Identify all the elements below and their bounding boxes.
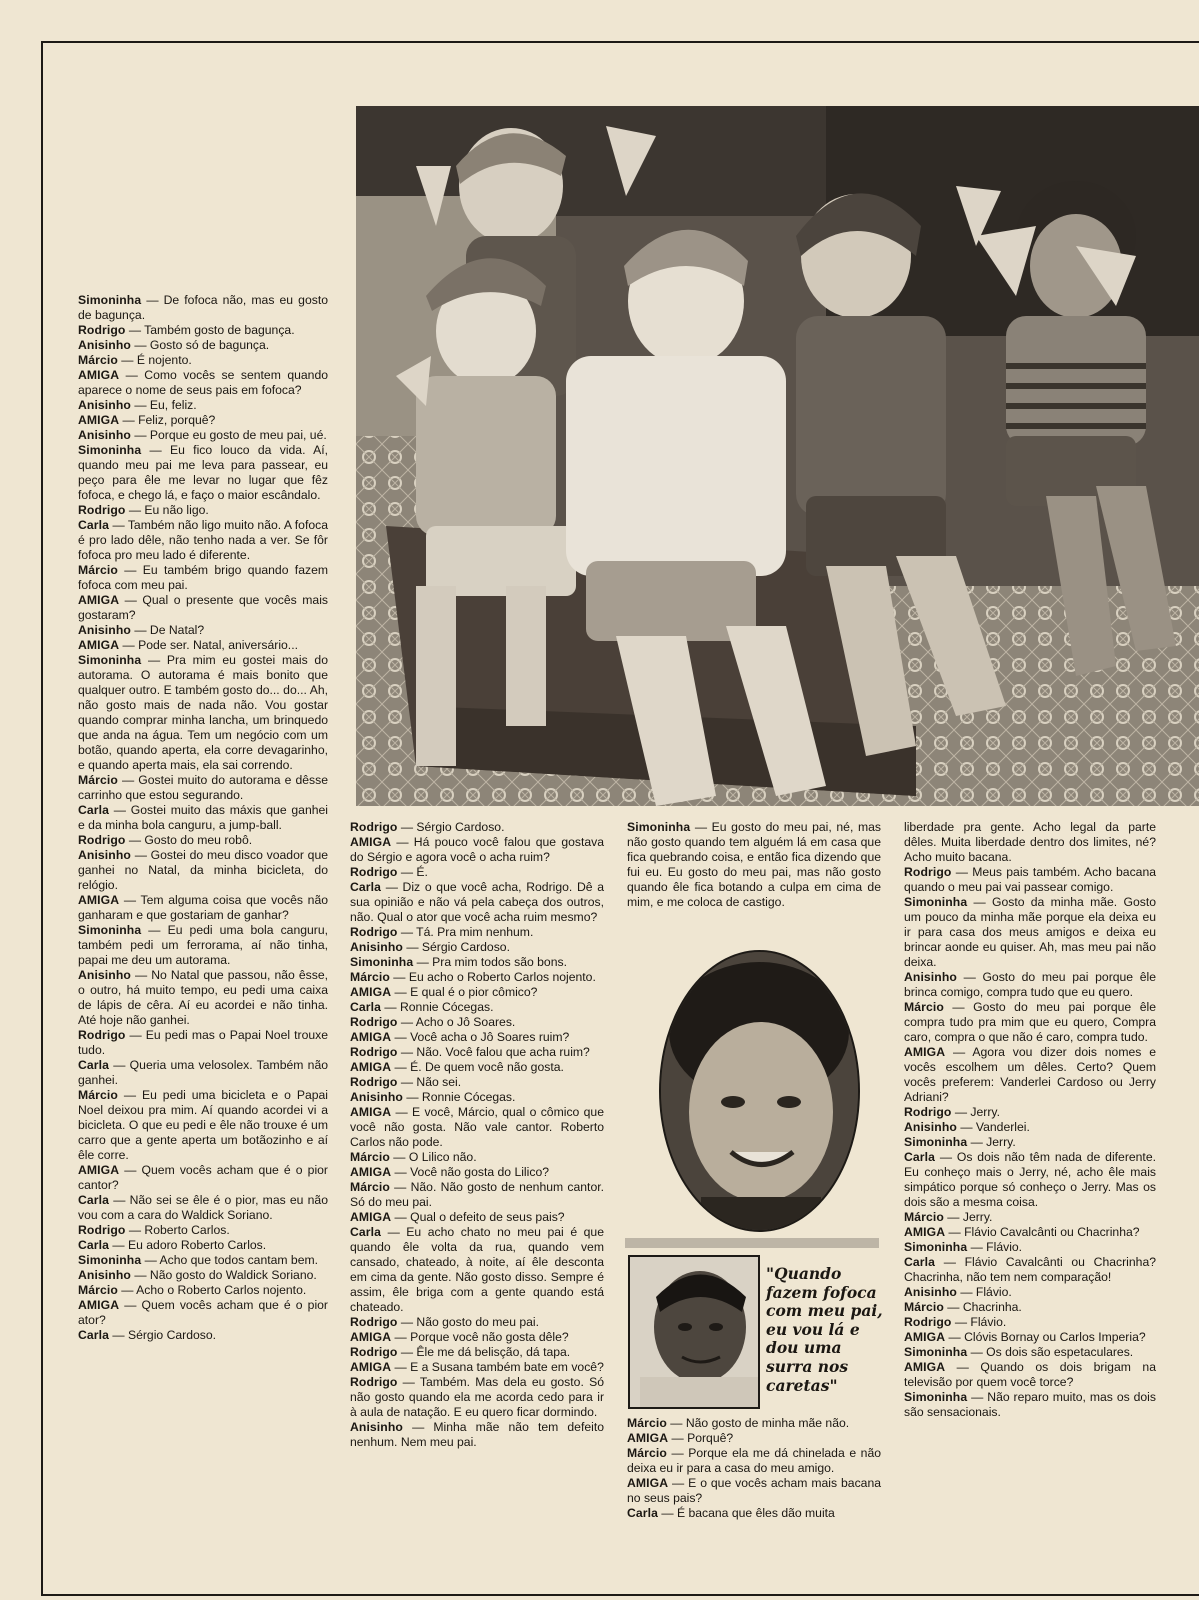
speech-text: — Pra mim eu gostei mais do autorama. O autorama é mais bonito que qualquer outro. E também gosto do... do... Ah, não gosto mais de nada não. Vou gostar quando comprar minha lancha, um brinquedo que anda na água. Tem um negócio com um botão, quando aperta, ela corre devagarinho, e quando aperta mais, ela sai correndo. xyxy=(78,653,328,772)
speech-text: — Eu fico louco da vida. Aí, quando meu pai me leva para passear, eu peço para êle me levar no lugar que fêz fofoca, e chego lá, e faço o maior escândalo. xyxy=(78,443,328,502)
dialogue-line xyxy=(627,820,881,910)
speech-text: — É nojento. xyxy=(121,353,192,367)
dialogue-line xyxy=(78,1058,328,1088)
speech-text: — Os dois são espetaculares. xyxy=(970,1345,1134,1359)
speaker-name: AMIGA xyxy=(350,1105,392,1119)
speech-text: — Gostei do meu disco voador que ganhei no Natal, da minha bicicleta, do relógio. xyxy=(78,848,328,892)
speaker-name: Márcio xyxy=(350,1150,390,1164)
column-2-dialogue xyxy=(350,820,604,1450)
speaker-name: Anisinho xyxy=(78,398,131,412)
speech-text: — Gosto do meu robô. xyxy=(128,833,253,847)
speaker-name: Anisinho xyxy=(904,970,957,984)
dialogue-line xyxy=(78,1193,328,1223)
speech-text: — É. De quem você não gosta. xyxy=(394,1060,564,1074)
speech-text: — Eu acho chato no meu pai é que quando êle volta da rua, quando vem cansado, chateado, à noite, aí êle desconta em cima da gente. Não gosto disso. Sempre é assim, êle briga com a gente quando está chateado. xyxy=(350,1225,604,1314)
dialogue-line xyxy=(350,820,604,835)
speaker-name: Carla xyxy=(78,803,109,817)
dialogue-line xyxy=(350,835,604,865)
speaker-name: Carla xyxy=(78,1193,109,1207)
speaker-name: Anisinho xyxy=(350,1090,403,1104)
dialogue-line xyxy=(904,1300,1156,1315)
speaker-name: Carla xyxy=(350,880,381,894)
column-3-top-dialogue xyxy=(627,820,881,910)
dialogue-line xyxy=(350,940,604,955)
dialogue-line xyxy=(78,638,328,653)
speaker-name: AMIGA xyxy=(350,1165,392,1179)
speech-text: — Não gosto do Waldick Soriano. xyxy=(134,1268,317,1282)
speech-text: — Flávio Cavalcânti ou Chacrinha? Chacrinha, não tem nem comparação! xyxy=(904,1255,1156,1284)
speaker-name: AMIGA xyxy=(78,593,120,607)
dialogue-line xyxy=(350,1015,604,1030)
speech-text: — Acho o Jô Soares. xyxy=(400,1015,516,1029)
dialogue-line xyxy=(78,503,328,518)
speaker-name: Márcio xyxy=(904,1000,944,1014)
speaker-name: Márcio xyxy=(78,563,118,577)
speaker-name: Rodrigo xyxy=(78,323,126,337)
speech-text: — Eu pedi uma bicicleta e o Papai Noel deixou pra mim. Aí quando acordei vi a bicicleta. O que eu pedi e êle não trouxe é um carro que a gente aperta um botãozinho e aí êle corre. xyxy=(78,1088,328,1162)
dialogue-line xyxy=(904,1240,1156,1255)
dialogue-line xyxy=(350,985,604,1000)
speaker-name: AMIGA xyxy=(78,368,120,382)
speaker-name: Simoninha xyxy=(627,820,691,834)
dialogue-line xyxy=(350,880,604,925)
dialogue-line xyxy=(78,1298,328,1328)
speaker-name: AMIGA xyxy=(78,1163,120,1177)
speaker-name: Simoninha xyxy=(904,1345,968,1359)
speaker-name: AMIGA xyxy=(350,1060,392,1074)
speaker-name: AMIGA xyxy=(78,893,120,907)
speaker-name: Simoninha xyxy=(904,1135,968,1149)
speech-text: — Tem alguma coisa que vocês não ganharam e que gostariam de ganhar? xyxy=(78,893,328,922)
speaker-name: Rodrigo xyxy=(350,820,398,834)
dialogue-line xyxy=(78,563,328,593)
dialogue-line xyxy=(904,1135,1156,1150)
speaker-name: AMIGA xyxy=(78,638,120,652)
dialogue-line xyxy=(350,1345,604,1360)
dialogue-line xyxy=(627,1416,881,1431)
dialogue-line xyxy=(78,1328,328,1343)
pull-quote: "Quando fazem fofoca com meu pai, eu vou lá e dou uma surra nos caretas" xyxy=(766,1264,883,1395)
speaker-name: AMIGA xyxy=(350,1330,392,1344)
speech-text: — Não. Não gosto de nenhum cantor. Só do meu pai. xyxy=(350,1180,604,1209)
speech-text: — Gostei muito das máxis que ganhei e da minha bola canguru, a jump-ball. xyxy=(78,803,328,832)
dialogue-line xyxy=(78,398,328,413)
speaker-name: Rodrigo xyxy=(350,1045,398,1059)
speaker-name: Simoninha xyxy=(350,955,414,969)
speaker-name: AMIGA xyxy=(350,985,392,999)
speaker-name: Carla xyxy=(78,1238,109,1252)
dialogue-line xyxy=(904,970,1156,1000)
speech-text: — Porque você não gosta dêle? xyxy=(394,1330,569,1344)
text-column-2 xyxy=(350,820,604,1450)
section-divider xyxy=(625,1238,879,1248)
dialogue-line xyxy=(904,895,1156,970)
dialogue-line xyxy=(904,1330,1156,1345)
dialogue-line xyxy=(350,955,604,970)
column-1-dialogue xyxy=(78,293,328,1343)
father-inset-photo xyxy=(628,1255,760,1409)
speaker-name: Carla xyxy=(78,518,109,532)
text-column-1 xyxy=(78,293,328,1343)
dialogue-line xyxy=(350,1375,604,1420)
speaker-name: AMIGA xyxy=(350,1030,392,1044)
dialogue-line xyxy=(627,1476,881,1506)
dialogue-line xyxy=(627,1506,881,1521)
speech-text: — Não sei. xyxy=(400,1075,462,1089)
speaker-name: Simoninha xyxy=(78,293,142,307)
speech-text: — Porque ela me dá chinelada e não deixa eu ir para a casa do meu amigo. xyxy=(627,1446,881,1475)
speech-text: — Jerry. xyxy=(954,1105,1000,1119)
speaker-name: Rodrigo xyxy=(904,1315,952,1329)
speaker-name: AMIGA xyxy=(904,1225,946,1239)
dialogue-line xyxy=(78,428,328,443)
speaker-name: Carla xyxy=(78,1058,109,1072)
speech-text: — Você acha o Jô Soares ruim? xyxy=(394,1030,570,1044)
speech-text: — Qual o presente que vocês mais gostaram? xyxy=(78,593,328,622)
dialogue-line xyxy=(627,1431,881,1446)
speaker-name: Simoninha xyxy=(904,1390,968,1404)
speaker-name: Carla xyxy=(904,1255,935,1269)
speech-text: — De fofoca não, mas eu gosto de bagunça. xyxy=(78,293,328,322)
speech-text: — Eu não ligo. xyxy=(128,503,209,517)
dialogue-line xyxy=(904,1000,1156,1045)
speaker-name: Carla xyxy=(350,1225,381,1239)
speaker-name: Márcio xyxy=(627,1446,667,1460)
dialogue-line xyxy=(78,443,328,503)
dialogue-line xyxy=(904,1120,1156,1135)
speaker-name: Anisinho xyxy=(904,1120,957,1134)
dialogue-line xyxy=(350,1225,604,1315)
dialogue-line xyxy=(350,1420,604,1450)
dialogue-line xyxy=(78,653,328,773)
dialogue-line xyxy=(78,623,328,638)
speaker-name: AMIGA xyxy=(350,835,392,849)
speech-text: — E você, Márcio, qual o cômico que você não gosta. Não vale cantor. Roberto Carlos não pode. xyxy=(350,1105,604,1149)
speaker-name: Rodrigo xyxy=(78,833,126,847)
speech-text: — Gosto da minha mãe. Gosto um pouco da minha mãe porque ela deixa eu ir para casa dos meus amigos e deixa eu brincar aonde eu quiser. Ah, mas meu pai não deixa. xyxy=(904,895,1156,969)
speaker-name: Rodrigo xyxy=(78,1223,126,1237)
speech-text: — Flávio. xyxy=(960,1285,1012,1299)
speech-text: — Gosto só de bagunça. xyxy=(134,338,270,352)
dialogue-line xyxy=(627,1446,881,1476)
speech-text: — Eu gosto do meu pai, né, mas não gosto quando tem alguém lá em casa que fica quebrando coisa, e então fica dizendo que fui eu. Eu gosto do meu pai, mas não gosto quando êle fica botando a culpa em cima de mim, e me coloca de castigo. xyxy=(627,820,881,909)
speaker-name: Anisinho xyxy=(904,1285,957,1299)
speech-text: — Sérgio Cardoso. xyxy=(112,1328,217,1342)
speaker-name: Anisinho xyxy=(78,428,131,442)
dialogue-line xyxy=(350,1315,604,1330)
dialogue-line xyxy=(904,820,1156,865)
dialogue-line xyxy=(78,923,328,968)
speaker-name: Rodrigo xyxy=(350,1015,398,1029)
dialogue-line xyxy=(350,1045,604,1060)
speaker-name: Anisinho xyxy=(78,968,131,982)
speaker-name: Carla xyxy=(904,1150,935,1164)
dialogue-line xyxy=(78,893,328,923)
speech-text: — Porquê? xyxy=(671,1431,734,1445)
speaker-name: Márcio xyxy=(627,1416,667,1430)
dialogue-line xyxy=(350,1030,604,1045)
dialogue-line xyxy=(78,323,328,338)
dialogue-line xyxy=(78,833,328,848)
speech-text: — Há pouco você falou que gostava do Sérgio e agora você o acha ruim? xyxy=(350,835,604,864)
speaker-name: AMIGA xyxy=(350,1210,392,1224)
speech-text: — Flávio. xyxy=(970,1240,1023,1254)
speech-text: — O Lilico não. xyxy=(393,1150,477,1164)
column-4-dialogue xyxy=(904,820,1156,1420)
speech-text: — Flávio. xyxy=(954,1315,1007,1329)
speech-text: — Não. Você falou que acha ruim? xyxy=(400,1045,590,1059)
speech-text: — Vanderlei. xyxy=(960,1120,1030,1134)
column-3-bottom-dialogue xyxy=(627,1416,881,1521)
dialogue-line xyxy=(904,1360,1156,1390)
speech-text: — Clóvis Bornay ou Carlos Imperia? xyxy=(948,1330,1146,1344)
speech-text: — Também não ligo muito não. A fofoca é pro lado dêle, não tenho nada a ver. Se fôr fofoca pro meu lado é diferente. xyxy=(78,518,328,562)
dialogue-line xyxy=(904,1045,1156,1105)
speech-text: — Gosto do meu pai porque êle compra tudo pra mim que eu quero, Compra caro, compra o que não é caro, compra tudo. xyxy=(904,1000,1157,1044)
dialogue-line xyxy=(78,1283,328,1298)
dialogue-line xyxy=(78,338,328,353)
speech-text: — Roberto Carlos. xyxy=(128,1223,230,1237)
speaker-name: Rodrigo xyxy=(350,865,398,879)
speaker-name: Simoninha xyxy=(78,923,142,937)
speech-text: — Não gosto do meu pai. xyxy=(400,1315,540,1329)
dialogue-line xyxy=(904,1150,1156,1210)
speaker-name: Márcio xyxy=(78,353,118,367)
dialogue-line xyxy=(78,1163,328,1193)
dialogue-line xyxy=(904,1285,1156,1300)
speech-text: — Eu pedi mas o Papai Noel trouxe tudo. xyxy=(78,1028,328,1057)
dialogue-line xyxy=(350,1165,604,1180)
dialogue-line xyxy=(78,368,328,398)
speech-text: — Sérgio Cardoso. xyxy=(400,820,505,834)
dialogue-line xyxy=(904,1390,1156,1420)
dialogue-line xyxy=(78,413,328,428)
speaker-name: Simoninha xyxy=(904,1240,968,1254)
speaker-name: Márcio xyxy=(904,1300,944,1314)
speaker-name: Rodrigo xyxy=(78,1028,126,1042)
speech-text: — Ronnie Cócegas. xyxy=(406,1090,516,1104)
speaker-name: Rodrigo xyxy=(350,1375,398,1389)
dialogue-line xyxy=(78,1268,328,1283)
dialogue-line xyxy=(78,1028,328,1058)
speech-text: — Flávio Cavalcânti ou Chacrinha? xyxy=(948,1225,1140,1239)
dialogue-line xyxy=(904,1105,1156,1120)
dialogue-line xyxy=(904,1315,1156,1330)
speaker-name: AMIGA xyxy=(350,1360,392,1374)
speech-text: — Quem vocês acham que é o pior cantor? xyxy=(78,1163,328,1192)
speech-text: — Minha mãe não tem defeito nenhum. Nem meu pai. xyxy=(350,1420,604,1449)
dialogue-line xyxy=(78,773,328,803)
speech-text: — Os dois não têm nada de diferente. Eu conheço mais o Jerry, né, acho êle mais simpático porque só conheço o Jerry. Mas os dois são a mesma coisa. xyxy=(904,1150,1156,1209)
text-column-3-top xyxy=(627,820,881,910)
speaker-name: Simoninha xyxy=(904,895,968,909)
boy-oval-portrait xyxy=(659,950,860,1232)
speech-text: — Não gosto de minha mãe não. xyxy=(670,1416,850,1430)
speaker-name: Anisinho xyxy=(350,940,403,954)
dialogue-line xyxy=(78,518,328,563)
speaker-name: AMIGA xyxy=(904,1330,946,1344)
speech-text: — Queria uma velosolex. Também não ganhei. xyxy=(78,1058,328,1087)
speech-text: — Acho que todos cantam bem. xyxy=(144,1253,319,1267)
speech-text: — Êle me dá belisção, dá tapa. xyxy=(400,1345,571,1359)
speaker-name: Simoninha xyxy=(78,1253,142,1267)
speaker-name: Rodrigo xyxy=(350,1075,398,1089)
dialogue-line xyxy=(350,1060,604,1075)
speech-text: — Você não gosta do Lilico? xyxy=(394,1165,549,1179)
speech-text: — Não reparo muito, mas os dois são sensacionais. xyxy=(904,1390,1156,1419)
speaker-name: Anisinho xyxy=(78,623,131,637)
speaker-name: Márcio xyxy=(904,1210,944,1224)
text-column-4 xyxy=(904,820,1156,1420)
dialogue-line xyxy=(350,1150,604,1165)
speech-text: — No Natal que passou, não êsse, o outro, há muito tempo, eu pedi uma caixa de lápis de cêra. Aí eu acordei e não tinha. Até hoje não ganhei. xyxy=(78,968,328,1027)
speech-text: — Também gosto de bagunça. xyxy=(128,323,295,337)
dialogue-line xyxy=(350,1090,604,1105)
speaker-name: Anisinho xyxy=(350,1420,403,1434)
speaker-name: AMIGA xyxy=(78,1298,120,1312)
speaker-name: Márcio xyxy=(78,773,118,787)
speaker-name: Rodrigo xyxy=(904,1105,952,1119)
speaker-name: Rodrigo xyxy=(78,503,126,517)
speaker-name: Anisinho xyxy=(78,338,131,352)
speech-text: — Eu também brigo quando fazem fofoca com meu pai. xyxy=(78,563,328,592)
dialogue-line xyxy=(350,970,604,985)
speech-text: — Chacrinha. xyxy=(947,1300,1022,1314)
speech-text: — E a Susana também bate em você? xyxy=(394,1360,604,1374)
dialogue-line xyxy=(350,1330,604,1345)
speech-text: — Gostei muito do autorama e dêsse carrinho que estou segurando. xyxy=(78,773,328,802)
speaker-name: Márcio xyxy=(350,1180,390,1194)
speaker-name: AMIGA xyxy=(78,413,120,427)
speech-text: — Tá. Pra mim nenhum. xyxy=(400,925,534,939)
speech-text: — Eu pedi uma bola canguru, também pedi um ferrorama, aí não tinha, papai me deu um autorama. xyxy=(78,923,329,967)
speech-text: — Sérgio Cardoso. xyxy=(406,940,510,954)
dialogue-line xyxy=(904,1345,1156,1360)
dialogue-line xyxy=(350,865,604,880)
text-column-3-bottom xyxy=(627,1416,881,1521)
dialogue-line xyxy=(350,1075,604,1090)
speaker-name: AMIGA xyxy=(627,1476,669,1490)
speaker-name: Carla xyxy=(350,1000,381,1014)
speaker-name: Rodrigo xyxy=(904,865,952,879)
speech-text: — E qual é o pior cômico? xyxy=(394,985,538,999)
dialogue-line xyxy=(904,865,1156,895)
dialogue-line xyxy=(78,353,328,368)
dialogue-line xyxy=(350,925,604,940)
speech-text: — É. xyxy=(400,865,428,879)
speech-text: — Jerry. xyxy=(947,1210,993,1224)
speech-text: — Porque eu gosto de meu pai, ué. xyxy=(134,428,327,442)
dialogue-line xyxy=(78,1088,328,1163)
dialogue-line xyxy=(78,848,328,893)
speaker-name: Rodrigo xyxy=(350,1345,398,1359)
dialogue-line xyxy=(904,1210,1156,1225)
dialogue-line xyxy=(78,803,328,833)
speech-text: — De Natal? xyxy=(134,623,205,637)
speech-text: — Gosto do meu pai porque êle brinca comigo, compra tudo que eu quero. xyxy=(904,970,1157,999)
speech-text: — Qual o defeito de seus pais? xyxy=(394,1210,565,1224)
dialogue-line xyxy=(78,293,328,323)
speech-text: — Acho o Roberto Carlos nojento. xyxy=(121,1283,307,1297)
speech-text: — É bacana que êles dão muita xyxy=(661,1506,835,1520)
speech-text: — E o que vocês acham mais bacana no seus pais? xyxy=(627,1476,882,1505)
speaker-name: Rodrigo xyxy=(350,925,398,939)
dialogue-line xyxy=(350,1105,604,1150)
dialogue-line xyxy=(904,1255,1156,1285)
speaker-name: Anisinho xyxy=(78,848,131,862)
speech-text: — Jerry. xyxy=(970,1135,1016,1149)
speaker-name: Simoninha xyxy=(78,653,142,667)
children-group-photo xyxy=(356,106,1199,806)
dialogue-line xyxy=(904,1225,1156,1240)
speech-text: — Quando os dois brigam na televisão por quem você torce? xyxy=(904,1360,1156,1389)
dialogue-line xyxy=(350,1180,604,1210)
speech-text: — Meus pais também. Acho bacana quando o meu pai vai passear comigo. xyxy=(904,865,1157,894)
dialogue-line xyxy=(78,1223,328,1238)
speech-text: — Feliz, porquê? xyxy=(122,413,216,427)
speech-text: — Quem vocês acham que é o pior ator? xyxy=(78,1298,328,1327)
speech-text: — Pode ser. Natal, aniversário... xyxy=(122,638,298,652)
speaker-name: Carla xyxy=(78,1328,109,1342)
speech-text: — Como vocês se sentem quando aparece o nome de seus pais em fofoca? xyxy=(78,368,328,397)
speaker-name: Márcio xyxy=(350,970,390,984)
speaker-name: Anisinho xyxy=(78,1268,131,1282)
speech-text: — Também. Mas dela eu gosto. Só não gosto quando ela me acorda cedo para ir à aula de natação. E eu quero ficar dormindo. xyxy=(350,1375,604,1419)
speech-text: — Ronnie Cócegas. xyxy=(384,1000,494,1014)
dialogue-line xyxy=(78,1253,328,1268)
dialogue-line xyxy=(350,1000,604,1015)
speaker-name: Simoninha xyxy=(78,443,142,457)
speaker-name: Márcio xyxy=(78,1088,118,1102)
speech-text: — Agora vou dizer dois nomes e vocês escolhem um dêles. Certo? Quem vocês preferem: Vanderlei Cardoso ou Jerry Adriani? xyxy=(904,1045,1157,1104)
dialogue-line xyxy=(78,593,328,623)
speaker-name: Rodrigo xyxy=(350,1315,398,1329)
dialogue-line xyxy=(78,1238,328,1253)
speaker-name: AMIGA xyxy=(627,1431,669,1445)
speaker-name: Márcio xyxy=(78,1283,118,1297)
speech-text: — Diz o que você acha, Rodrigo. Dê a sua opinião e não vá pela cabeça dos outros, não. Qual o ator que você acha ruim mesmo? xyxy=(350,880,604,924)
speaker-name: AMIGA xyxy=(904,1360,946,1374)
dialogue-line xyxy=(78,968,328,1028)
dialogue-line xyxy=(350,1360,604,1375)
speech-text: — Eu acho o Roberto Carlos nojento. xyxy=(393,970,596,984)
speech-text: — Pra mim todos são bons. xyxy=(416,955,567,969)
speech-text: — Eu, feliz. xyxy=(134,398,197,412)
speech-text: liberdade pra gente. Acho legal da parte dêles. Muita liberdade dentro dos limites, né? Acho muito bacana. xyxy=(904,820,1156,864)
dialogue-line xyxy=(350,1210,604,1225)
speech-text: — Eu adoro Roberto Carlos. xyxy=(112,1238,267,1252)
speech-text: — Não sei se êle é o pior, mas eu não vou com a cara do Waldick Soriano. xyxy=(78,1193,328,1222)
speaker-name: Carla xyxy=(627,1506,658,1520)
speaker-name: AMIGA xyxy=(904,1045,946,1059)
